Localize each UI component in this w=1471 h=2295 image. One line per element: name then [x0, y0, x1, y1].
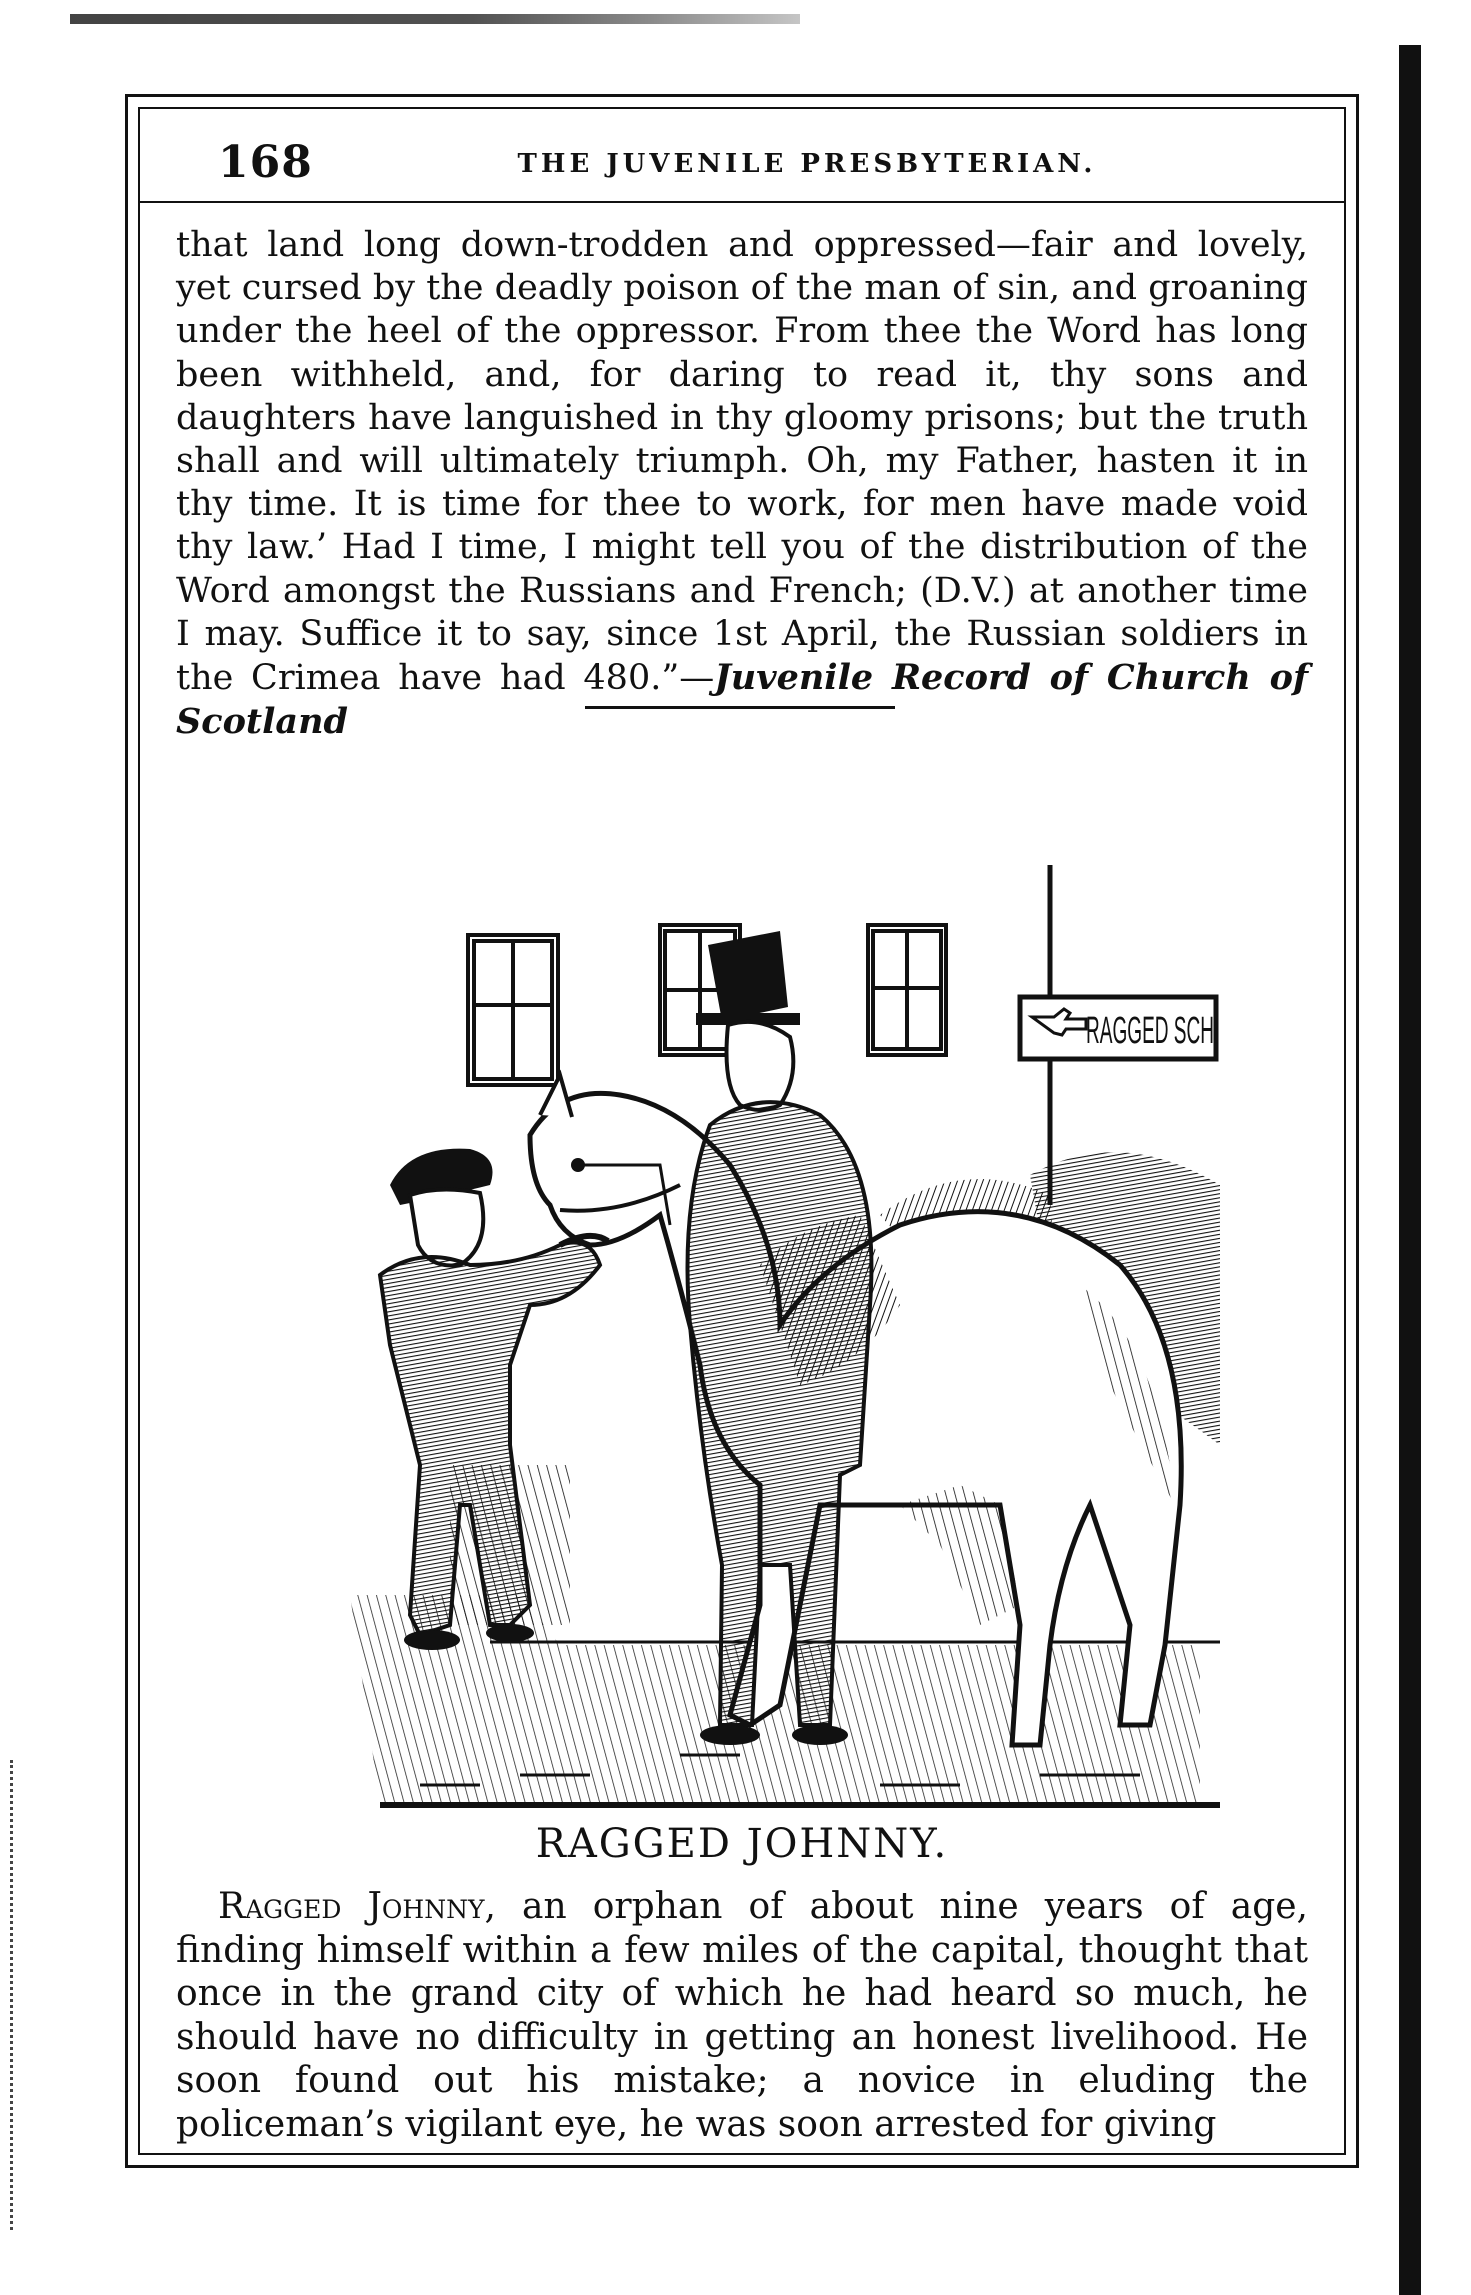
quoted-passage-text: [176, 224, 1308, 744]
sign-text: RAGGED SCH: [1086, 1010, 1214, 1052]
engraving-svg: [260, 745, 1220, 1823]
page-number: 168: [218, 137, 313, 188]
ragged-johnny-engraving: [260, 745, 1220, 1823]
article-heading: RAGGED JOHNNY.: [535, 1821, 949, 1867]
article-body: [176, 1885, 1308, 2146]
window-right: [868, 925, 946, 1055]
page-frame-inner: [138, 107, 1346, 2155]
ragged-school-sign: [1020, 997, 1216, 1059]
article-opening-words: Ragged Johnny,: [218, 1886, 496, 1927]
window-left: [468, 935, 558, 1085]
scan-edge-artifact-left: [10, 1760, 16, 2230]
section-divider-rule: [585, 706, 895, 709]
article-body-text: an orphan of about nine years of age, finding himself within a few miles of the capital, thought that once in the grand city of which he had heard so much, he should have no difficulty in getting an honest livelihood. He soon found out his mistake; a novice in eluding the policeman’s vigilant eye, he was soon arrested for giving: [176, 1886, 1308, 2145]
running-head: [140, 109, 1344, 203]
quoted-passage: [176, 224, 1308, 744]
article-paragraph: [176, 1885, 1308, 2146]
page-frame: [125, 94, 1359, 2168]
quoted-passage-attribution: Juvenile Record of Church of Scotland: [176, 657, 1308, 743]
running-title: THE JUVENILE PRESBYTERIAN.: [517, 149, 1097, 179]
scan-edge-artifact-top: [70, 14, 800, 24]
scan-edge-artifact-right: [1399, 45, 1421, 2295]
quoted-passage-body: that land long down-trodden and oppressed—fair and lovely, yet cursed by the deadly poison of the man of sin, and groaning under the heel of the oppressor. From thee the Word has long been withheld, and, for daring to read it, thy sons and daughters have languished in thy gloomy prisons; but the truth shall and will ultimately triumph. Oh, my Father, hasten it in thy time. It is time for thee to work, for men have made void thy law.’ Had I time, I might tell you of the distribution of the Word amongst the Russians and French; (D.V.) at another time I may. Suffice it to say, since 1st April, the Russian soldiers in the Crimea have had 480.”—: [176, 225, 1308, 699]
